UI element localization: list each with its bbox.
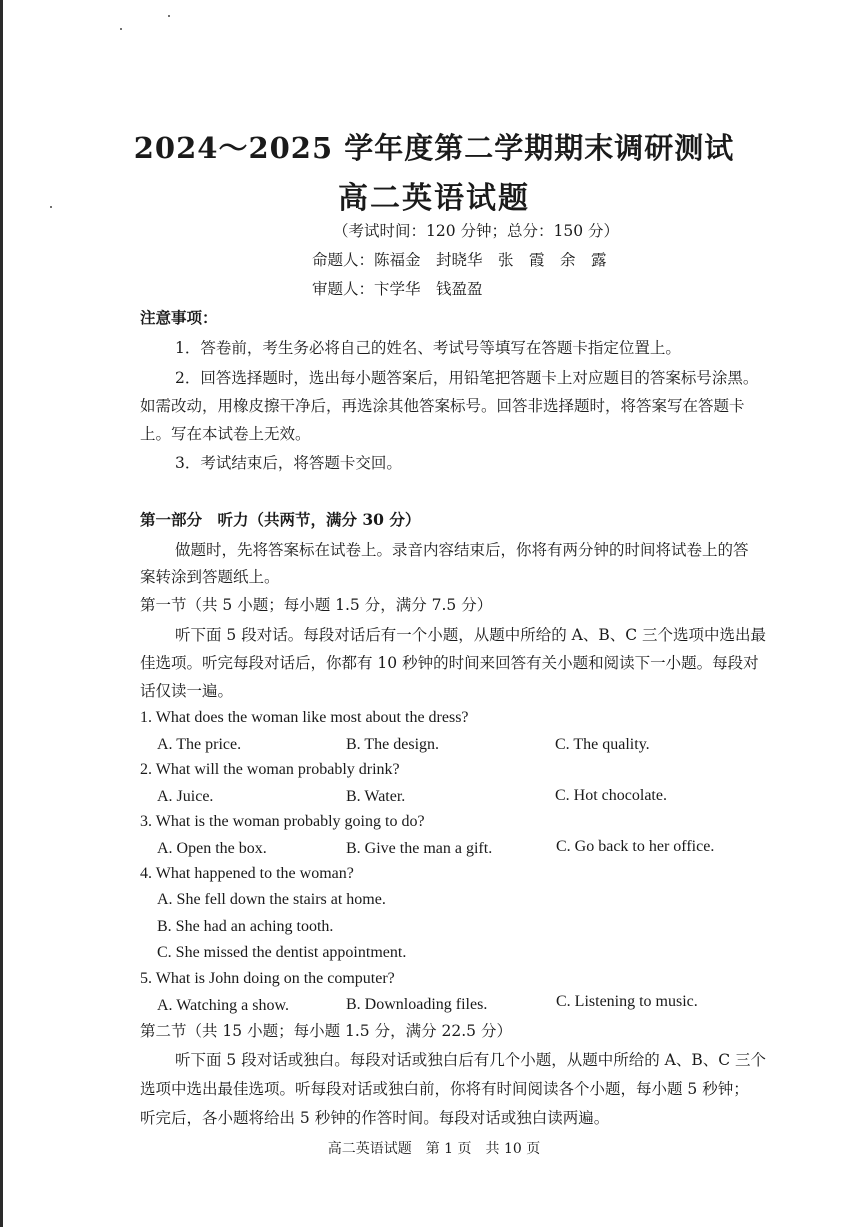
question-5-stem: 5. What is John doing on the computer? xyxy=(140,970,395,987)
question-3-option-a: A. Open the box. xyxy=(157,840,267,857)
part1-intro-line-1: 做题时，先将答案标在试卷上。录音内容结束后，你将有两分钟的时间将试卷上的答 xyxy=(175,541,749,559)
question-5-option-a: A. Watching a show. xyxy=(157,997,290,1014)
section2-intro-line-3: 听完后，各小题将给出 5 秒钟的作答时间。每段对话或独白读两遍。 xyxy=(140,1109,610,1127)
notice-item-3: 3．考试结束后，将答题卡交回。 xyxy=(175,454,402,472)
section1-intro-line-1: 听下面 5 段对话。每段对话后有一个小题，从题中所给的 A、B、C 三个选项中选出最 xyxy=(175,626,767,644)
section2-intro-line-1: 听下面 5 段对话或独白。每段对话或独白后有几个小题，从题中所给的 A、B、C 三个 xyxy=(175,1051,767,1069)
question-3-option-b: B. Give the man a gift. xyxy=(346,840,493,857)
question-4-stem: 4. What happened to the woman? xyxy=(140,865,354,882)
section1-intro-line-2: 佳选项。听完每段对话后，你都有 10 秒钟的时间来回答有关小题和阅读下一小题。每段对 xyxy=(140,654,759,672)
part1-heading: 第一部分 听力（共两节，满分 30 分） xyxy=(140,510,421,529)
page-footer: 高二英语试题 第 1 页 共 10 页 xyxy=(327,1141,541,1157)
notice-item-2-line-3: 上。写在本试卷上无效。 xyxy=(140,425,311,443)
section1-intro-line-3: 话仅读一遍。 xyxy=(140,682,234,700)
exam-authors: 命题人：陈福金 封晓华 张 霞 余 露 xyxy=(312,251,607,269)
question-2-option-c: C. Hot chocolate. xyxy=(555,787,667,804)
question-3-stem: 3. What is the woman probably going to do? xyxy=(140,813,425,830)
section2-heading: 第二节（共 15 小题；每小题 1.5 分，满分 22.5 分） xyxy=(140,1022,512,1040)
question-1-stem: 1. What does the woman like most about the dress? xyxy=(140,709,469,726)
notice-item-2-line-2: 如需改动，用橡皮擦干净后，再选涂其他答案标号。回答非选择题时，将答案写在答题卡 xyxy=(140,397,745,415)
notice-item-1: 1．答卷前，考生务必将自己的姓名、考试号等填写在答题卡指定位置上。 xyxy=(175,339,681,357)
section2-intro-line-2: 选项中选出最佳选项。听每段对话或独白前，你将有时间阅读各个小题，每小题 5 秒钟； xyxy=(140,1080,749,1098)
question-5-option-c: C. Listening to music. xyxy=(556,993,698,1010)
question-2-option-b: B. Water. xyxy=(346,788,406,805)
exam-subtitle: 高二英语试题 xyxy=(338,181,530,216)
question-4-option-b: B. She had an aching tooth. xyxy=(157,918,334,935)
scan-speck xyxy=(168,15,170,17)
part1-intro-line-2: 案转涂到答题纸上。 xyxy=(140,568,280,586)
question-3-option-c: C. Go back to her office. xyxy=(556,838,715,855)
notice-item-2-line-1: 2．回答选择题时，选出每小题答案后，用铅笔把答题卡上对应题目的答案标号涂黑。 xyxy=(175,369,759,387)
scan-speck xyxy=(120,28,122,30)
exam-reviewers: 审题人：卞学华 钱盈盈 xyxy=(312,280,483,298)
exam-info: （考试时间：120 分钟；总分：150 分） xyxy=(333,222,620,240)
question-1-option-a: A. The price. xyxy=(157,736,242,753)
question-1-option-c: C. The quality. xyxy=(555,736,650,753)
question-2-option-a: A. Juice. xyxy=(157,788,214,805)
exam-title: 2024～2025 学年度第二学期期末调研测试 xyxy=(133,131,735,165)
question-4-option-c: C. She missed the dentist appointment. xyxy=(157,944,407,961)
notice-heading: 注意事项： xyxy=(140,308,218,327)
question-4-option-a: A. She fell down the stairs at home. xyxy=(157,891,386,908)
section1-heading: 第一节（共 5 小题；每小题 1.5 分，满分 7.5 分） xyxy=(140,596,493,614)
question-2-stem: 2. What will the woman probably drink? xyxy=(140,761,400,778)
question-5-option-b: B. Downloading files. xyxy=(346,996,488,1013)
question-1-option-b: B. The design. xyxy=(346,736,440,753)
